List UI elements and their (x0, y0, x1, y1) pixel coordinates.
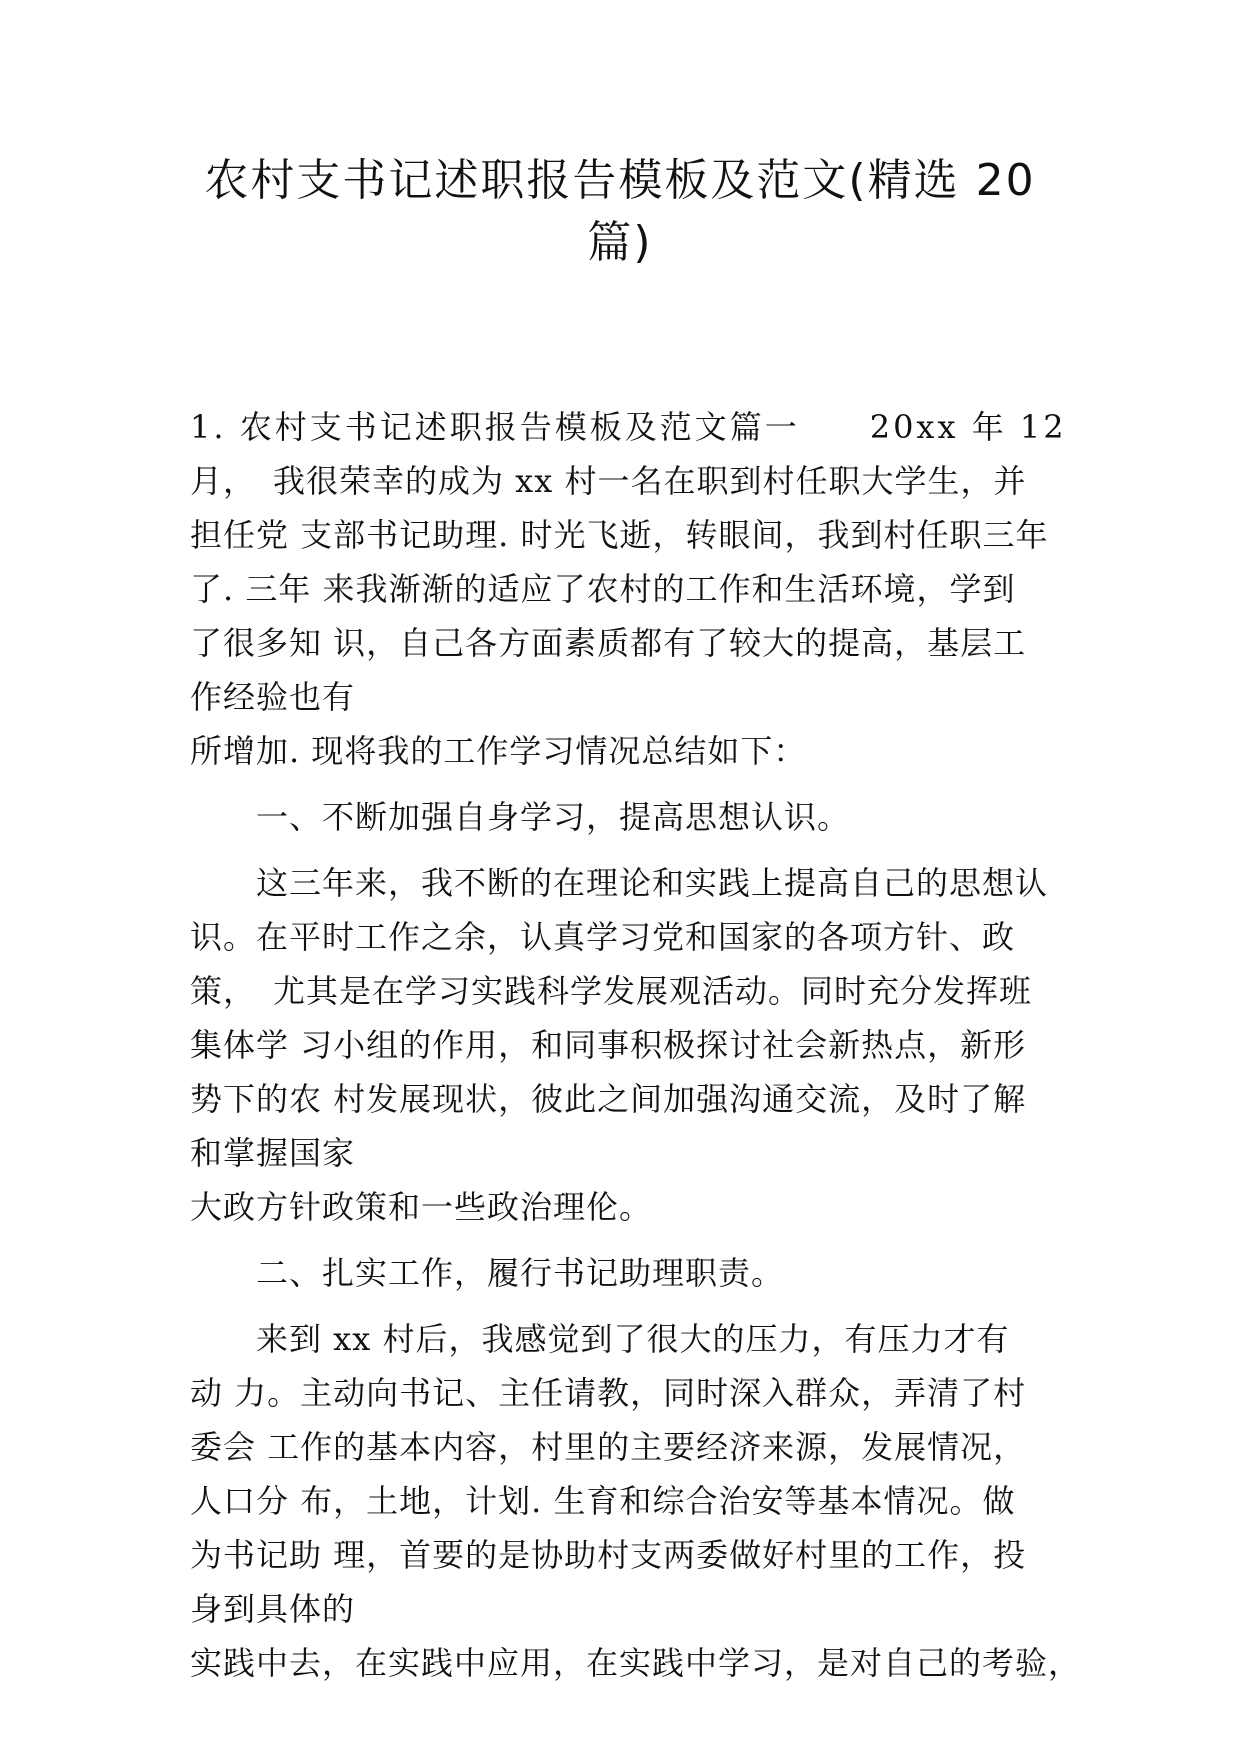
body-line: 人口分 布，土地，计划. 生育和综合治安等基本情况。做 (190, 1482, 1016, 1520)
body-line: 为书记助 理，首要的是协助村支两委做好村里的工作，投 (190, 1536, 1027, 1574)
body-line: 实践中去，在实践中应用，在实践中学习，是对自己的考验， (190, 1644, 1082, 1682)
body-line: 委会 工作的基本内容，村里的主要经济来源，发展情况， (190, 1428, 1027, 1466)
body-line: 身到具体的 (190, 1590, 356, 1628)
body-line: 了很多知 识，自己各方面素质都有了较大的提高，基层工 (190, 624, 1027, 662)
body-line: 作经验也有 (190, 678, 356, 716)
body-line: 来到 xx 村后，我感觉到了很大的压力，有压力才有 (256, 1320, 1010, 1358)
body-line: 担任党 支部书记助理. 时光飞逝，转眼间，我到村任职三年 (190, 516, 1049, 554)
title-line-2: 篇) (587, 217, 653, 268)
section-heading-1: 一、不断加强自身学习，提高思想认识。 (256, 798, 851, 836)
body-line: 月， 我很荣幸的成为 xx 村一名在职到村任职大学生，并 (190, 462, 1027, 500)
document-title (190, 150, 1050, 274)
body-line: 了. 三年 来我渐渐的适应了农村的工作和生活环境，学到 (190, 570, 1016, 608)
body-line: 势下的农 村发展现状，彼此之间加强沟通交流，及时了解 (190, 1080, 1027, 1118)
document-body (190, 400, 1082, 1690)
section-heading-2: 二、扎实工作，履行书记助理职责。 (256, 1254, 785, 1292)
body-line: 和掌握国家 (190, 1134, 356, 1172)
body-line: 所增加. 现将我的工作学习情况总结如下： (190, 732, 807, 770)
body-line: 集体学 习小组的作用，和同事积极探讨社会新热点，新形 (190, 1026, 1027, 1064)
body-line: 1. 农村支书记述职报告模板及范文篇一 20xx 年 12 (190, 408, 1067, 446)
body-line: 策， 尤其是在学习实践科学发展观活动。同时充分发挥班 (190, 972, 1033, 1010)
body-line: 这三年来，我不断的在理论和实践上提高自己的思想认 (256, 864, 1049, 902)
body-line: 大政方针政策和一些政治理伦。 (190, 1188, 653, 1226)
body-line: 识。在平时工作之余，认真学习党和国家的各项方针、政 (190, 918, 1016, 956)
title-line-1: 农村支书记述职报告模板及范文(精选 20 (204, 155, 1036, 206)
body-line: 动 力。主动向书记、主任请教，同时深入群众，弄清了村 (190, 1374, 1027, 1412)
